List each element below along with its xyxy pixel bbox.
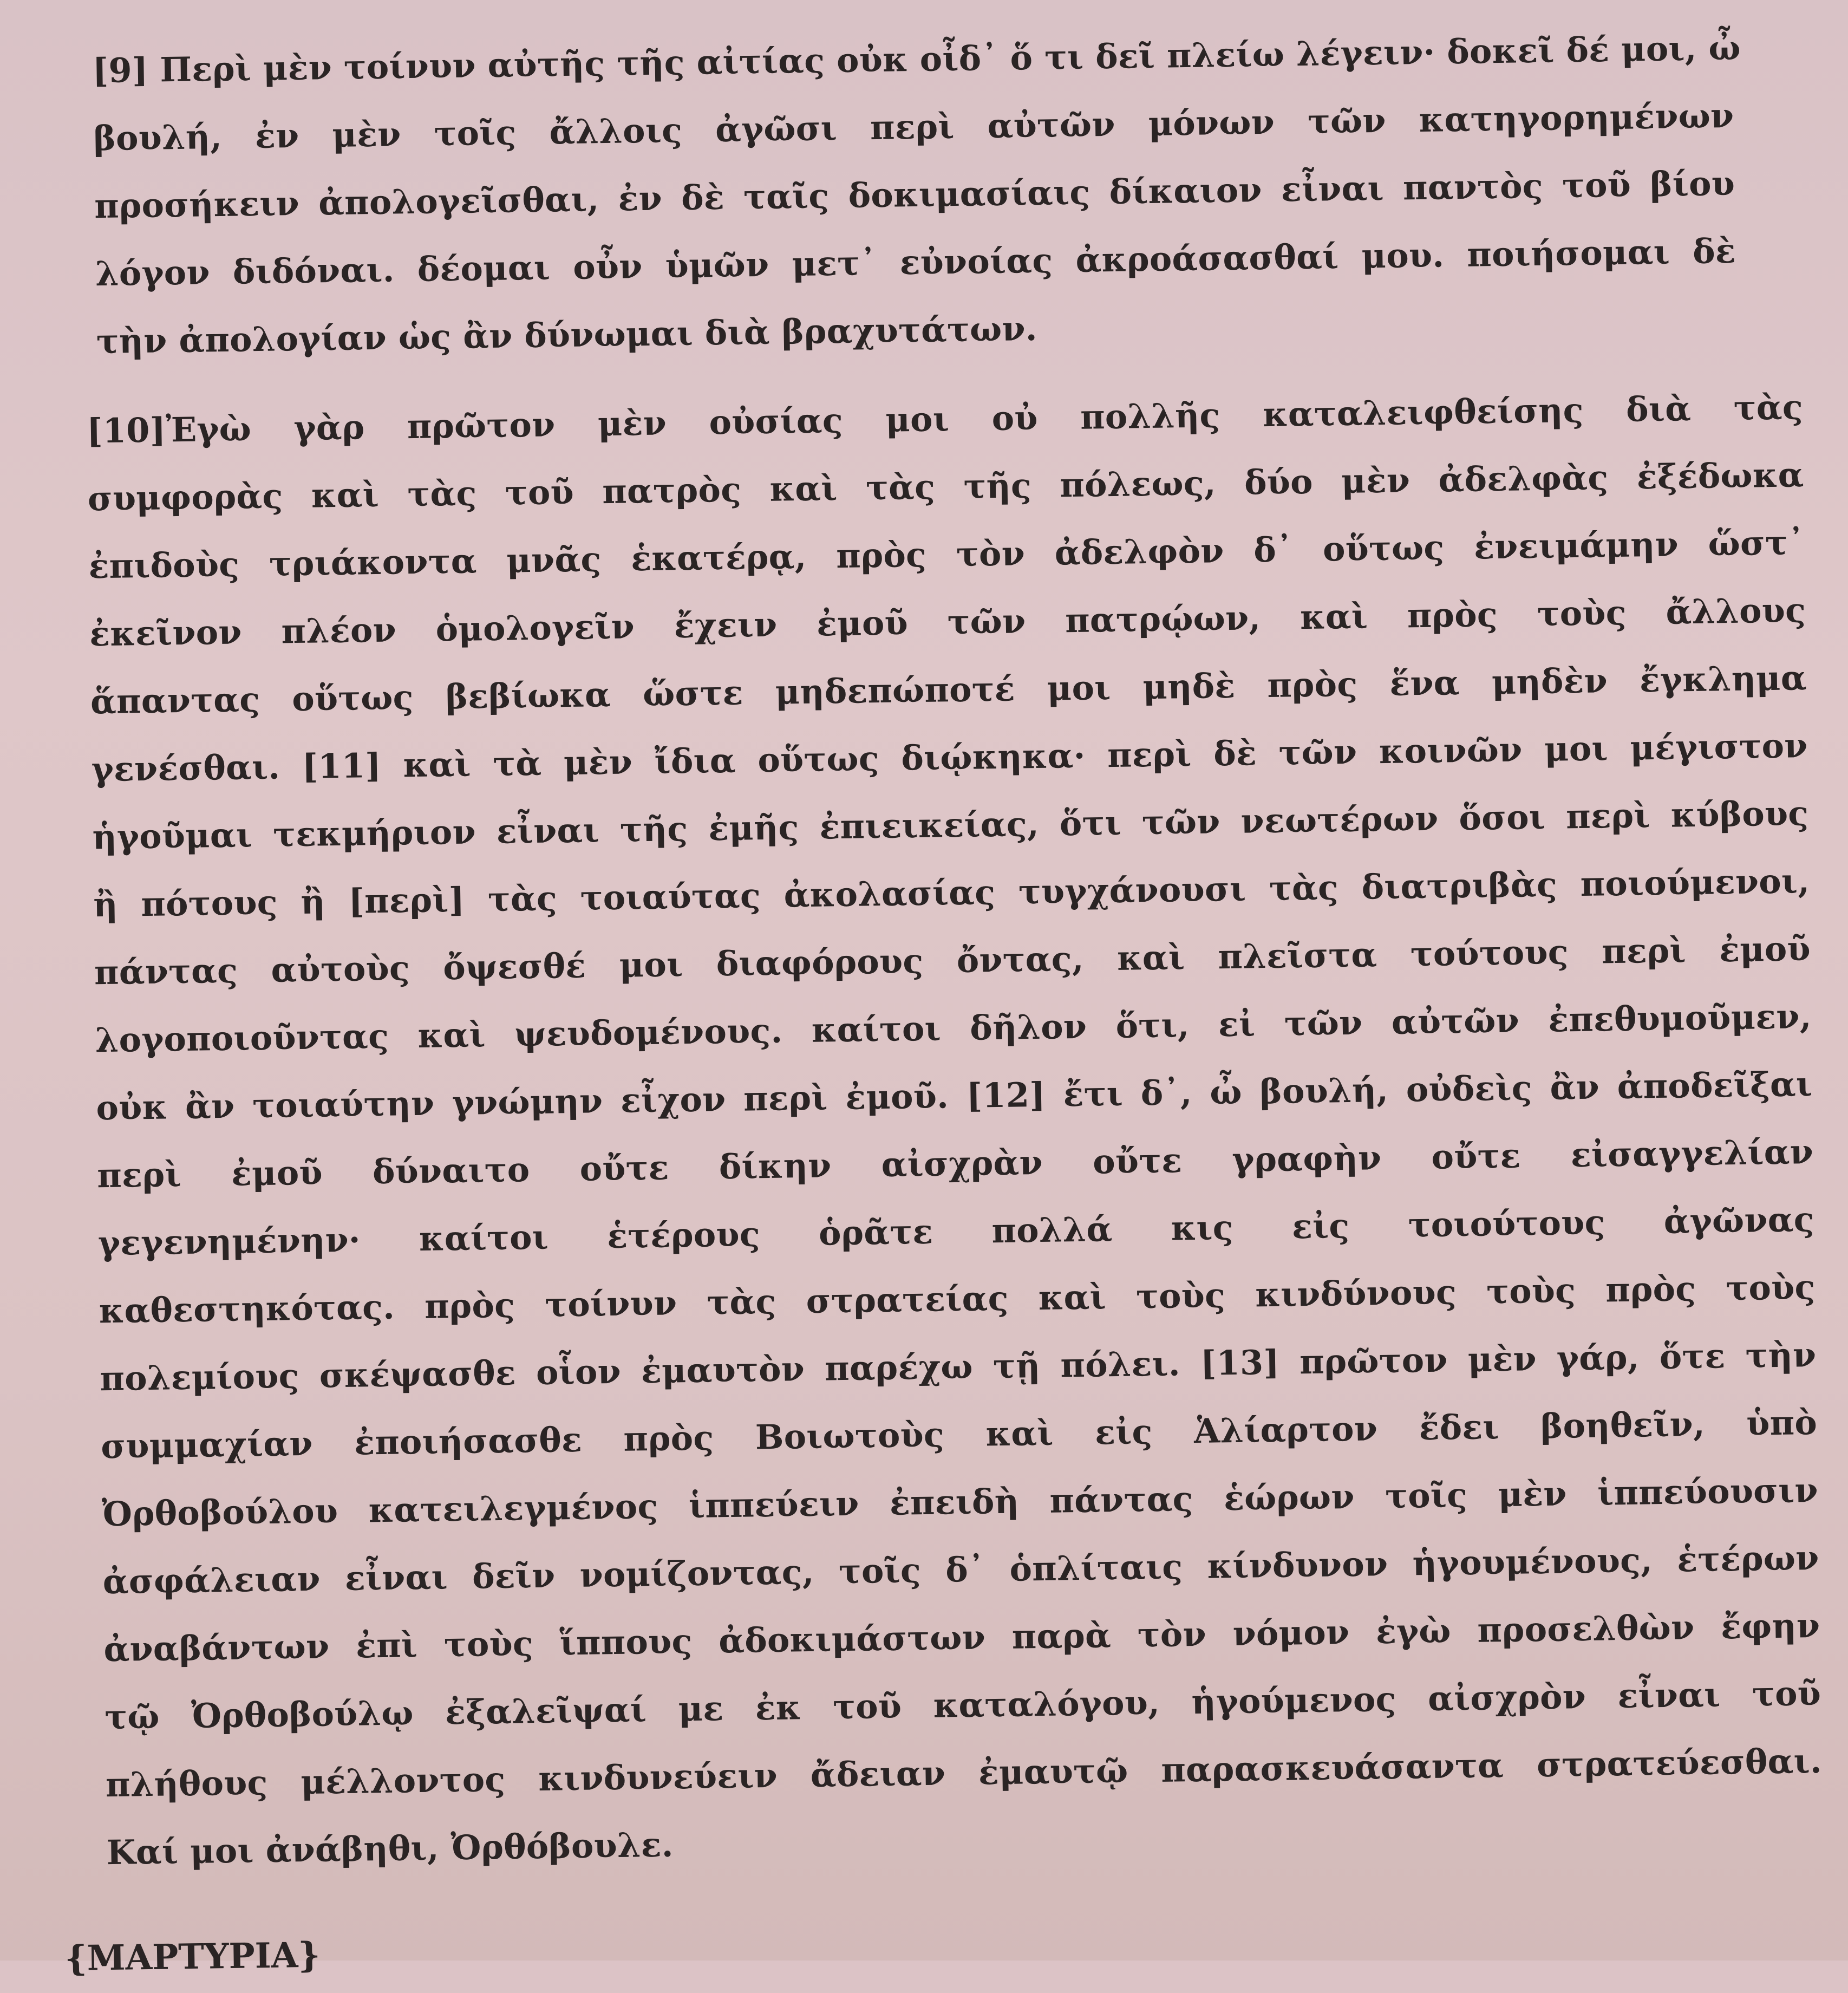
text-line: Ὀρθοβούλου κατειλεγμένος ἱππεύειν ἐπειδὴ πάντας ἑώρων τοῖς μὲν ἱππεύουσιν — [101, 1470, 1819, 1534]
text-line: [9] Περὶ μὲν τοίνυν αὐτῆς τῆς αἰτίας οὐκ οἶδ᾽ ὅ τι δεῖ πλείω λέγειν· δοκεῖ δέ μοι, ὦ — [92, 28, 1741, 91]
text-line: ἅπαντας οὕτως βεβίωκα ὥστε μηδεπώποτέ μοι μηδὲ πρὸς ἕνα μηδὲν ἔγκλημα — [90, 658, 1807, 722]
text-line: ἐπιδοὺς τριάκοντα μνᾶς ἑκατέρᾳ, πρὸς τὸν ἀδελφὸν δ᾽ οὕτως ἐνειμάμην ὥστ᾽ — [88, 523, 1805, 587]
text-line: πολεμίους σκέψασθε οἷον ἐμαυτὸν παρέχω τῇ πόλει. [13] πρῶτον μὲν γάρ, ὅτε τὴν — [100, 1334, 1817, 1399]
text-line: ἀναβάντων ἐπὶ τοὺς ἵππους ἀδοκιμάστων παρὰ τὸν νόμον ἐγὼ προσελθὼν ἔφην — [103, 1605, 1820, 1670]
text-line: λογοποιοῦντας καὶ ψευδομένους. καίτοι δῆλον ὅτι, εἰ τῶν αὐτῶν ἐπεθυμοῦμεν, — [95, 996, 1812, 1060]
text-line: [10]Ἐγὼ γὰρ πρῶτον μὲν οὐσίας μοι οὐ πολλῆς καταλειφθείσης διὰ τὰς — [86, 387, 1804, 451]
text-line: ἀσφάλειαν εἶναι δεῖν νομίζοντας, τοῖς δ᾽ ὁπλίταις κίνδυνον ἡγουμένους, ἑτέρων — [102, 1538, 1820, 1602]
text-line: ἢ πότους ἢ [περὶ] τὰς τοιαύτας ἀκολασίας τυγχάνουσι τὰς διατριβὰς ποιούμενοι, — [93, 861, 1810, 925]
text-line: τῷ Ὀρθοβούλῳ ἐξαλεῖψαί με ἐκ τοῦ καταλόγου, ἡγούμενος αἰσχρὸν εἶναι τοῦ — [104, 1673, 1821, 1737]
text-line: περὶ ἐμοῦ δύναιτο οὔτε δίκην αἰσχρὰν οὔτε γραφὴν οὔτε εἰσαγγελίαν — [96, 1132, 1814, 1196]
text-line: Καί μοι ἀνάβηθι, Ὀρθόβουλε. — [106, 1825, 674, 1873]
paragraph-10 — [86, 373, 1823, 1886]
text-line: οὐκ ἂν τοιαύτην γνώμην εἶχον περὶ ἐμοῦ. [12] ἔτι δ᾽, ὦ βουλή, οὐδεὶς ἂν ἀποδεῖξαι — [96, 1064, 1813, 1128]
text-line: τὴν ἀπολογίαν ὡς ἂν δύνωμαι διὰ βραχυτάτων. — [96, 308, 1038, 362]
text-block — [22, 13, 1830, 1993]
paragraph-9 — [92, 14, 1741, 375]
text-line: γεγενημένην· καίτοι ἑτέρους ὁρᾶτε πολλά κις εἰς τοιούτους ἀγῶνας — [97, 1199, 1815, 1263]
text-line: ἡγοῦμαι τεκμήριον εἶναι τῆς ἐμῆς ἐπιεικείας, ὅτι τῶν νεωτέρων ὅσοι περὶ κύβους — [92, 793, 1809, 857]
text-line: συμμαχίαν ἐποιήσασθε πρὸς Βοιωτοὺς καὶ εἰς Ἁλίαρτον ἔδει βοηθεῖν, ὑπὸ — [100, 1402, 1818, 1467]
testimony-heading-block — [64, 1900, 1830, 1993]
text-line: συμφορὰς καὶ τὰς τοῦ πατρὸς καὶ τὰς τῆς πόλεως, δύο μὲν ἀδελφὰς ἐξέδωκα — [87, 455, 1805, 519]
text-line: λόγον διδόναι. δέομαι οὖν ὑμῶν μετ᾽ εὐνοίας ἀκροάσασθαί μου. ποιήσομαι δὲ — [95, 231, 1736, 294]
text-line: καθεστηκότας. πρὸς τοίνυν τὰς στρατείας καὶ τοὺς κινδύνους τοὺς πρὸς τοὺς — [99, 1267, 1816, 1331]
text-line: γενέσθαι. [11] καὶ τὰ μὲν ἴδια οὕτως διῴκηκα· περὶ δὲ τῶν κοινῶν μοι μέγιστον — [91, 726, 1808, 790]
text-line: ἐκεῖνον πλέον ὁμολογεῖν ἔχειν ἐμοῦ τῶν πατρῴων, καὶ πρὸς τοὺς ἄλλους — [89, 590, 1806, 654]
text-line: πλήθους μέλλοντος κινδυνεύειν ἄδειαν ἐμαυτῷ παρασκευάσαντα στρατεύεσθαι. — [105, 1741, 1823, 1805]
text-line: βουλή, ἐν μὲν τοῖς ἄλλοις ἀγῶσι περὶ αὐτῶν μόνων τῶν κατηγορημένων — [93, 95, 1734, 159]
testimony-heading: {ΜΑΡΤΥΡΙΑ} — [64, 1935, 321, 1979]
text-line: πάντας αὐτοὺς ὄψεσθέ μοι διαφόρους ὄντας, καὶ πλεῖστα τούτους περὶ ἐμοῦ — [94, 929, 1811, 993]
text-line: προσήκειν ἀπολογεῖσθαι, ἐν δὲ ταῖς δοκιμασίαις δίκαιον εἶναι παντὸς τοῦ βίου — [94, 163, 1735, 226]
